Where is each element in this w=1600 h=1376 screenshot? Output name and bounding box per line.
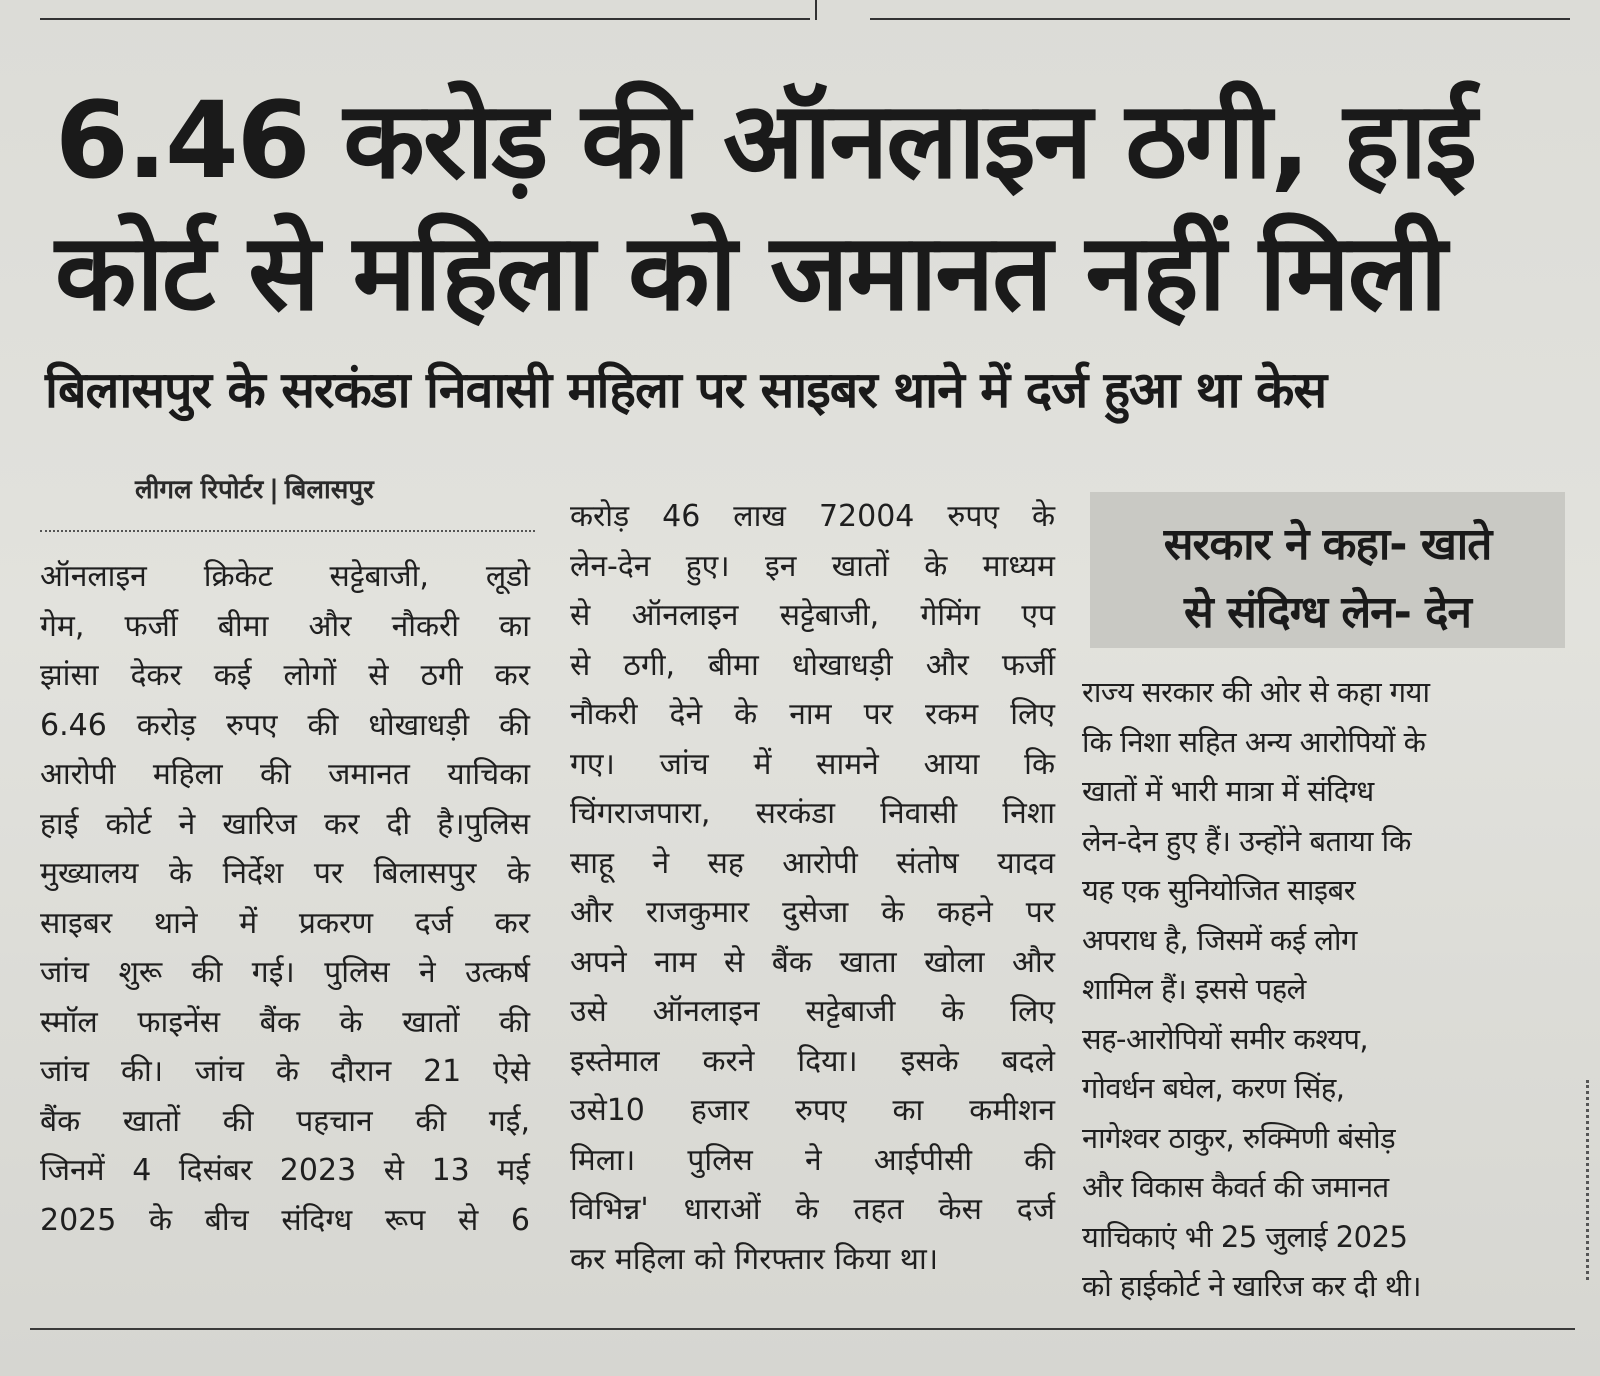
top-rule-right: [870, 18, 1570, 20]
text-line: 2025 के बीच संदिग्ध रूप से 6: [40, 1202, 530, 1238]
text-line: और राजकुमार दुसेजा के कहने पर: [570, 895, 1055, 930]
text-line: नागेश्वर ठाकुर, रुक्मिणी बंसोड़: [1082, 1120, 1396, 1155]
text-line: हाई कोर्ट ने खारिज कर दी है।पुलिस: [40, 806, 530, 842]
text-line: लेन-देन हुए। इन खातों के माध्यम: [570, 548, 1055, 584]
text-line: लेन-देन हुए हैं। उन्होंने बताया कि: [1082, 823, 1411, 858]
text-line: मुख्यालय के निर्देश पर बिलासपुर के: [40, 856, 530, 891]
text-line: उसे10 हजार रुपए का कमीशन: [570, 1093, 1055, 1128]
byline-rule: [40, 530, 535, 532]
headline-line-2: कोर्ट से महिला को जमानत नहीं मिली: [55, 211, 1446, 334]
text-line: शामिल हैं। इससे पहले: [1082, 972, 1306, 1006]
bottom-rule: [30, 1328, 1575, 1330]
text-line: 6.46 करोड़ रुपए की धोखाधड़ी की: [40, 707, 530, 743]
article-column-2: [570, 492, 1055, 1284]
text-line: जांच शुरू की गई। पुलिस ने उत्कर्ष: [40, 955, 530, 990]
text-line: गेम, फर्जी बीमा और नौकरी का: [40, 608, 530, 644]
sidebar-column: [1082, 668, 1537, 1312]
text-line: कि निशा सहित अन्य आरोपियों के: [1082, 724, 1426, 759]
text-line: सह-आरोपियों समीर कश्यप,: [1082, 1021, 1369, 1056]
byline-location: बिलासपुर: [284, 475, 374, 505]
text-line: साइबर थाने में प्रकरण दर्ज कर: [40, 905, 530, 941]
text-line: से ठगी, बीमा धोखाधड़ी और फर्जी: [570, 647, 1055, 683]
headline-line-1: 6.46 करोड़ की ऑनलाइन ठगी, हाई: [55, 79, 1476, 202]
sidebar-heading-line-2: से संदिग्ध लेन- देन: [1184, 587, 1471, 638]
text-line: चिंगराजपारा, सरकंडा निवासी निशा: [570, 796, 1055, 831]
text-line: राज्य सरकार की ओर से कहा गया: [1082, 675, 1430, 709]
text-line: मिला। पुलिस ने आईपीसी की: [570, 1142, 1055, 1178]
sidebar-heading-line-1: सरकार ने कहा- खाते: [1163, 519, 1492, 570]
sidebar-heading-box: [1090, 492, 1565, 648]
text-line: गोवर्धन बघेल, करण सिंह,: [1082, 1071, 1345, 1105]
text-line: को हाईकोर्ट ने खारिज कर दी थी।: [1082, 1269, 1421, 1303]
text-line: विभिन्न' धाराओं के तहत केस दर्ज: [570, 1192, 1055, 1227]
byline-author: लीगल रिपोर्टर: [135, 475, 264, 505]
article-column-1: [40, 552, 530, 1245]
text-line: याचिकाएं भी 25 जुलाई 2025: [1082, 1219, 1408, 1254]
text-line: खातों में भारी मात्रा में संदिग्ध: [1082, 774, 1374, 808]
byline-separator: |: [269, 475, 279, 505]
text-line: अपने नाम से बैंक खाता खोला और: [570, 944, 1055, 980]
text-line: से ऑनलाइन सट्टेबाजी, गेमिंग एप: [570, 598, 1055, 633]
text-line: जिनमें 4 दिसंबर 2023 से 13 मई: [40, 1153, 530, 1188]
text-line: और विकास कैवर्त की जमानत: [1082, 1170, 1389, 1204]
top-rule-left: [40, 18, 810, 20]
adjacent-column-edge: [1586, 1080, 1595, 1280]
text-line: ऑनलाइन क्रिकेट सट्टेबाजी, लूडो: [40, 559, 530, 594]
text-line: नौकरी देने के नाम पर रकम लिए: [570, 697, 1055, 732]
text-line: उसे ऑनलाइन सट्टेबाजी के लिए: [570, 994, 1055, 1029]
byline: [135, 470, 374, 506]
text-line: जांच की। जांच के दौरान 21 ऐसे: [40, 1054, 530, 1089]
column-divider-tick: [815, 0, 817, 20]
text-line: आरोपी महिला की जमानत याचिका: [40, 757, 530, 792]
subheadline: बिलासपुर के सरकंडा निवासी महिला पर साइबर थाने में दर्ज हुआ था केस: [45, 361, 1327, 419]
text-line: बैंक खातों की पहचान की गई,: [40, 1103, 530, 1139]
text-line: करोड़ 46 लाख 72004 रुपए के: [570, 499, 1055, 534]
text-line: इस्तेमाल करने दिया। इसके बदले: [570, 1043, 1055, 1079]
text-line: झांसा देकर कई लोगों से ठगी कर: [40, 658, 530, 693]
text-line: कर महिला को गिरफ्तार किया था।: [570, 1241, 939, 1277]
text-line: गए। जांच में सामने आया कि: [570, 746, 1055, 782]
text-line: साहू ने सह आरोपी संतोष यादव: [570, 845, 1055, 881]
headline: [55, 75, 1555, 339]
text-line: यह एक सुनियोजित साइबर: [1082, 873, 1356, 907]
text-line: अपराध है, जिसमें कई लोग: [1082, 922, 1357, 957]
text-line: स्मॉल फाइनेंस बैंक के खातों की: [40, 1004, 530, 1040]
